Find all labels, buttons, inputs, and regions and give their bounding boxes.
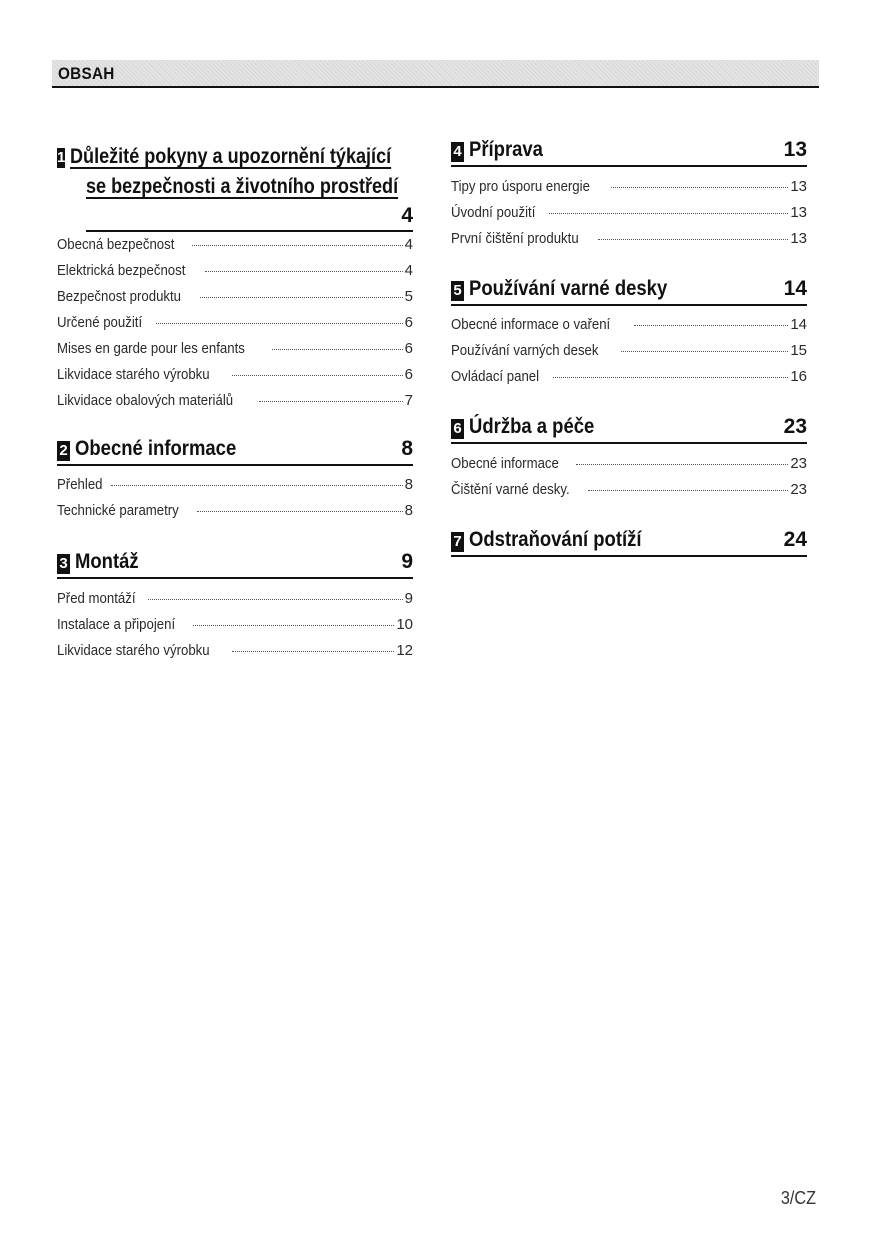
section-page-number: 14 [783, 277, 807, 300]
toc-entry[interactable] [57, 392, 413, 418]
toc-entry[interactable] [57, 590, 413, 616]
toc-entry[interactable] [451, 342, 807, 368]
entry-label: Před montáží [57, 590, 136, 607]
toc-entry[interactable] [57, 314, 413, 340]
toc-entry[interactable] [451, 455, 807, 481]
dot-leader [621, 351, 789, 352]
dot-leader [634, 325, 788, 326]
toc-entry[interactable] [57, 236, 413, 262]
entry-page: 12 [396, 642, 413, 659]
dot-leader [205, 271, 403, 272]
dot-leader [232, 375, 402, 376]
entry-page: 23 [790, 455, 807, 472]
toc-entry[interactable] [57, 288, 413, 314]
dot-leader [111, 485, 403, 486]
entry-label: Tipy pro úsporu energie [451, 178, 590, 195]
entry-page: 14 [790, 316, 807, 333]
dot-leader [259, 401, 403, 402]
toc-entry[interactable] [451, 204, 807, 230]
toc-entry[interactable] [57, 616, 413, 642]
entry-page: 7 [404, 392, 413, 409]
section-number-badge: 4 [451, 142, 464, 162]
entry-page: 13 [790, 204, 807, 221]
dot-leader [193, 625, 394, 626]
entry-label: Instalace a připojení [57, 616, 176, 633]
entry-page: 9 [404, 590, 413, 607]
entry-label: Obecné informace [451, 455, 559, 472]
toc-section-2-entries [57, 476, 413, 528]
section-title: Používání varné desky [469, 277, 668, 300]
entry-label: První čištění produktu [451, 230, 579, 247]
section-page-number: 4 [401, 204, 413, 227]
toc-section-3-entries [57, 590, 413, 668]
section-number-badge: 3 [57, 554, 70, 574]
dot-leader [553, 377, 788, 378]
contents-title: OBSAH [58, 64, 115, 83]
toc-entry[interactable] [57, 502, 413, 528]
entry-label: Přehled [57, 476, 103, 493]
section-title-line: Důležité pokyny a upozornění týkající [70, 145, 392, 168]
entry-page: 6 [404, 340, 413, 357]
dot-leader [197, 511, 402, 512]
toc-section-5-entries [451, 316, 807, 394]
dot-leader [611, 187, 788, 188]
section-number-badge: 5 [451, 281, 464, 301]
entry-label: Určené použití [57, 314, 143, 331]
section-title: Příprava [469, 138, 543, 161]
toc-section-4-heading[interactable] [451, 137, 807, 167]
entry-label: Elektrická bezpečnost [57, 262, 186, 279]
entry-page: 10 [396, 616, 413, 633]
dot-leader [598, 239, 788, 240]
toc-section-6-entries [451, 455, 807, 507]
entry-page: 15 [790, 342, 807, 359]
toc-entry[interactable] [57, 476, 413, 502]
section-title-line: se bezpečnosti a životního prostředí [86, 175, 399, 198]
section-page-number: 8 [401, 437, 413, 460]
toc-section-4-entries [451, 178, 807, 256]
entry-page: 13 [790, 230, 807, 247]
section-title: Údržba a péče [469, 415, 595, 438]
dot-leader [200, 297, 403, 298]
dot-leader [272, 349, 402, 350]
section-title: Montáž [75, 550, 139, 573]
dot-leader [549, 213, 788, 214]
toc-entry[interactable] [57, 340, 413, 366]
entry-label: Bezpečnost produktu [57, 288, 182, 305]
section-page-number: 24 [783, 528, 807, 551]
entry-page: 6 [404, 314, 413, 331]
toc-section-5-heading[interactable] [451, 276, 807, 306]
toc-entry[interactable] [451, 316, 807, 342]
toc-section-6-heading[interactable] [451, 414, 807, 444]
entry-label: Technické parametry [57, 502, 179, 519]
toc-section-1-heading[interactable] [57, 142, 413, 232]
entry-page: 23 [790, 481, 807, 498]
toc-entry[interactable] [57, 366, 413, 392]
section-page-number: 13 [783, 138, 807, 161]
entry-label: Obecná bezpečnost [57, 236, 175, 253]
entry-page: 13 [790, 178, 807, 195]
toc-section-3-heading[interactable] [57, 549, 413, 579]
dot-leader [192, 245, 402, 246]
section-number-badge: 1 [57, 149, 66, 166]
section-page-number: 9 [401, 550, 413, 573]
entry-label: Mises en garde pour les enfants [57, 340, 245, 357]
toc-section-7-heading[interactable] [451, 527, 807, 557]
dot-leader [576, 464, 789, 465]
entry-page: 8 [404, 476, 413, 493]
section-number-badge: 6 [451, 419, 464, 439]
entry-label: Obecné informace o vaření [451, 316, 611, 333]
entry-page: 8 [404, 502, 413, 519]
section-title: Obecné informace [75, 437, 237, 460]
section-number-badge: 2 [57, 441, 70, 461]
entry-label: Likvidace obalových materiálů [57, 392, 234, 409]
toc-entry[interactable] [451, 481, 807, 507]
toc-section-1-entries [57, 236, 413, 418]
section-title: Odstraňování potíží [469, 528, 642, 551]
section-number-badge: 7 [451, 532, 464, 552]
toc-entry[interactable] [57, 262, 413, 288]
entry-label: Likvidace starého výrobku [57, 642, 210, 659]
section-page-number: 23 [783, 415, 807, 438]
entry-label: Čištění varné desky. [451, 481, 570, 498]
entry-page: 6 [404, 366, 413, 383]
entry-label: Likvidace starého výrobku [57, 366, 210, 383]
entry-page: 16 [790, 368, 807, 385]
entry-page: 4 [404, 262, 413, 279]
dot-leader [148, 599, 402, 600]
dot-leader [232, 651, 394, 652]
entry-page: 5 [404, 288, 413, 305]
entry-label: Ovládací panel [451, 368, 540, 385]
entry-page: 4 [404, 236, 413, 253]
toc-entry[interactable] [451, 178, 807, 204]
toc-section-2-heading[interactable] [57, 436, 413, 466]
toc-entry[interactable] [57, 642, 413, 668]
dot-leader [588, 490, 789, 491]
toc-entry[interactable] [451, 368, 807, 394]
footer-page-number: 3/CZ [780, 1188, 816, 1208]
toc-entry[interactable] [451, 230, 807, 256]
entry-label: Používání varných desek [451, 342, 599, 359]
contents-header-bar [52, 60, 819, 88]
dot-leader [156, 323, 403, 324]
entry-label: Úvodní použití [451, 204, 536, 221]
